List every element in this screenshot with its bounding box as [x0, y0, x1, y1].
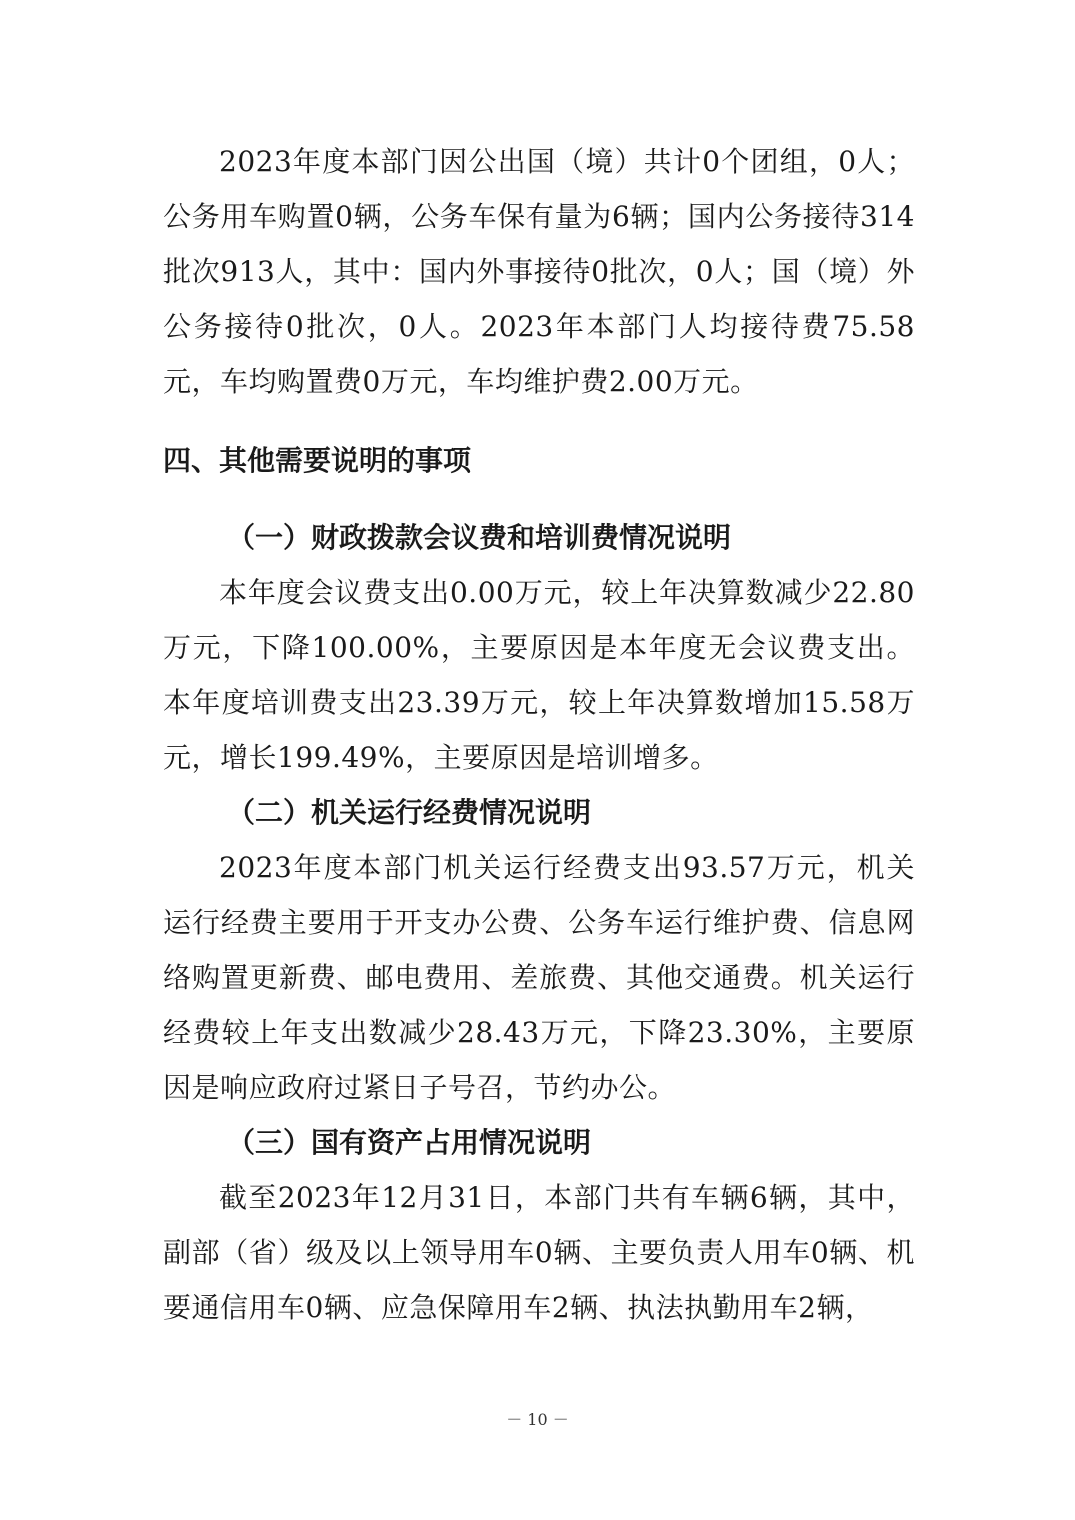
paragraph-meeting-training: 本年度会议费支出0.00万元，较上年决算数减少22.80万元，下降100.00%，主要原因是本年度无会议费支出。本年度培训费支出23.39万元，较上年决算数增加15.58万元，增长199.49%，主要原因是培训增多。 [163, 576, 915, 774]
subsection-heading-meeting-training: （一）财政拨款会议费和培训费情况说明 [227, 521, 732, 554]
paragraph-operating-costs: 2023年度本部门机关运行经费支出93.57万元，机关运行经费主要用于开支办公费、公务车运行维护费、信息网络购置更新费、邮电费用、差旅费、其他交通费。机关运行经费较上年支出数减少28.43万元，下降23.30%，主要原因是响应政府过紧日子号召，节约办公。 [163, 851, 915, 1104]
subsection-heading-operating-costs: （二）机关运行经费情况说明 [227, 796, 592, 829]
paragraph-overseas-and-vehicles: 2023年度本部门因公出国（境）共计0个团组，0人；公务用车购置0辆，公务车保有量为6辆；国内公务接待314批次913人，其中：国内外事接待0批次，0人；国（境）外公务接待0批次，0人。2023年本部门人均接待费75.58元，车均购置费0万元，车均维护费2.00万元。 [163, 145, 915, 398]
subsection-heading-state-assets: （三）国有资产占用情况说明 [227, 1126, 592, 1159]
document-body [163, 134, 915, 1335]
section-heading-other-matters: 四、其他需要说明的事项 [163, 444, 472, 477]
paragraph-state-assets: 截至2023年12月31日，本部门共有车辆6辆，其中，副部（省）级及以上领导用车0辆、主要负责人用车0辆、机要通信用车0辆、应急保障用车2辆、执法执勤用车2辆， [163, 1181, 915, 1324]
page-number: － 10 － [506, 1410, 569, 1429]
